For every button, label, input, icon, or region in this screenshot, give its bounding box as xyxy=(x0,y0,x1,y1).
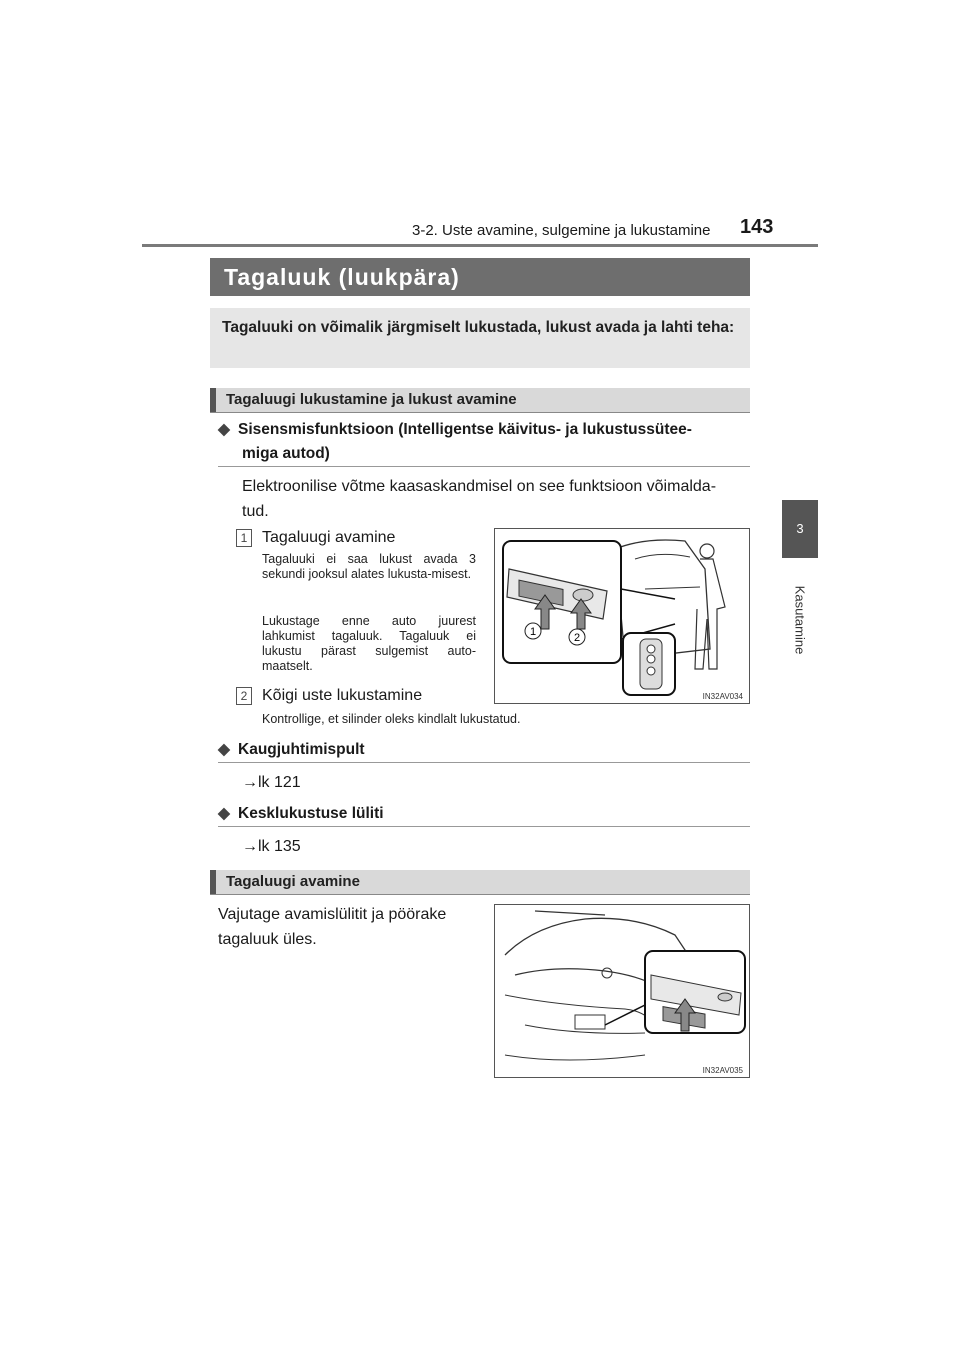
section-heading-text: Tagaluugi lukustamine ja lukust avamine xyxy=(226,391,517,408)
subheading-text: Kesklukustuse lüliti xyxy=(238,805,384,822)
body-line: Elektroonilise võtme kaasaskandmisel on see funktsioon võimalda- xyxy=(242,478,717,495)
item-note-1: Tagaluuki ei saa lukust avada 3 sekundi jooksul alates lukusta-misest. xyxy=(262,552,476,581)
section-heading-rule xyxy=(210,412,750,413)
intro-text: Tagaluuki on võimalik järgmiselt lukustada, lukust avada ja lahti teha: xyxy=(222,319,735,336)
item-number-2: 2 xyxy=(236,687,252,705)
chapter-label xyxy=(770,560,830,680)
chapter-tab: 3 xyxy=(782,500,818,558)
running-header-section: 3-2. Uste avamine, sulgemine ja lukustamine xyxy=(412,222,711,239)
subheading-text: Kaugjuhtimispult xyxy=(238,741,365,758)
chapter-label-text: Kasutamine xyxy=(792,585,808,655)
subheading-rule xyxy=(218,826,750,827)
page-reference: →lk 135 xyxy=(242,838,301,855)
section-heading-rule xyxy=(210,894,750,895)
subheading-central-lock xyxy=(218,802,384,826)
intro-box xyxy=(210,308,750,368)
figure-smart-entry-illustration xyxy=(495,529,749,703)
subheading-remote xyxy=(218,738,365,762)
body-line: tagaluuk üles. xyxy=(218,931,317,948)
item-note-2: Lukustage enne auto juurest lahkumist tagaluuk. Tagaluuk ei lukustu pärast sulgemist auto-maatselt. xyxy=(262,614,476,673)
item-note-3: Kontrollige, et silinder oleks kindlalt lukustatud. xyxy=(262,712,521,726)
body-paragraph xyxy=(242,474,750,524)
figure-callout-1: 1 xyxy=(529,626,537,638)
page-reference: →lk 121 xyxy=(242,774,301,791)
page-title: Tagaluuk (luukpära) xyxy=(224,264,460,290)
section-heading-opening xyxy=(210,870,750,894)
subheading-rule xyxy=(218,762,750,763)
section-heading-locking xyxy=(210,388,750,412)
page-number: 143 xyxy=(740,216,774,238)
header-rule xyxy=(142,244,818,247)
item-number-1: 1 xyxy=(236,529,252,547)
item-label-open-tailgate: Tagaluugi avamine xyxy=(262,529,396,546)
subheading-smart-entry xyxy=(218,418,750,466)
diamond-bullet-icon: ◆ xyxy=(218,805,230,822)
body-line: Vajutage avamislülitit ja pöörake xyxy=(218,906,447,923)
diamond-bullet-icon: ◆ xyxy=(218,741,230,758)
figure-callout-2: 2 xyxy=(573,632,581,644)
diamond-bullet-icon: ◆ xyxy=(218,421,230,438)
body-paragraph xyxy=(218,902,480,952)
body-line: tud. xyxy=(242,503,269,520)
figure-smart-entry xyxy=(494,528,750,704)
figure-code: IN32AV034 xyxy=(702,692,743,701)
subheading-rule xyxy=(218,466,750,467)
figure-tailgate-illustration xyxy=(495,905,749,1077)
subheading-line: miga autod) xyxy=(242,445,330,462)
page-title-bar xyxy=(210,258,750,296)
section-heading-text: Tagaluugi avamine xyxy=(226,873,360,890)
subheading-line: Sisensmisfunktsioon (Intelligentse käivitus- ja lukustussütee- xyxy=(238,421,692,438)
item-label-lock-all: Kõigi uste lukustamine xyxy=(262,687,423,704)
figure-code: IN32AV035 xyxy=(702,1066,743,1075)
figure-tailgate-open xyxy=(494,904,750,1078)
